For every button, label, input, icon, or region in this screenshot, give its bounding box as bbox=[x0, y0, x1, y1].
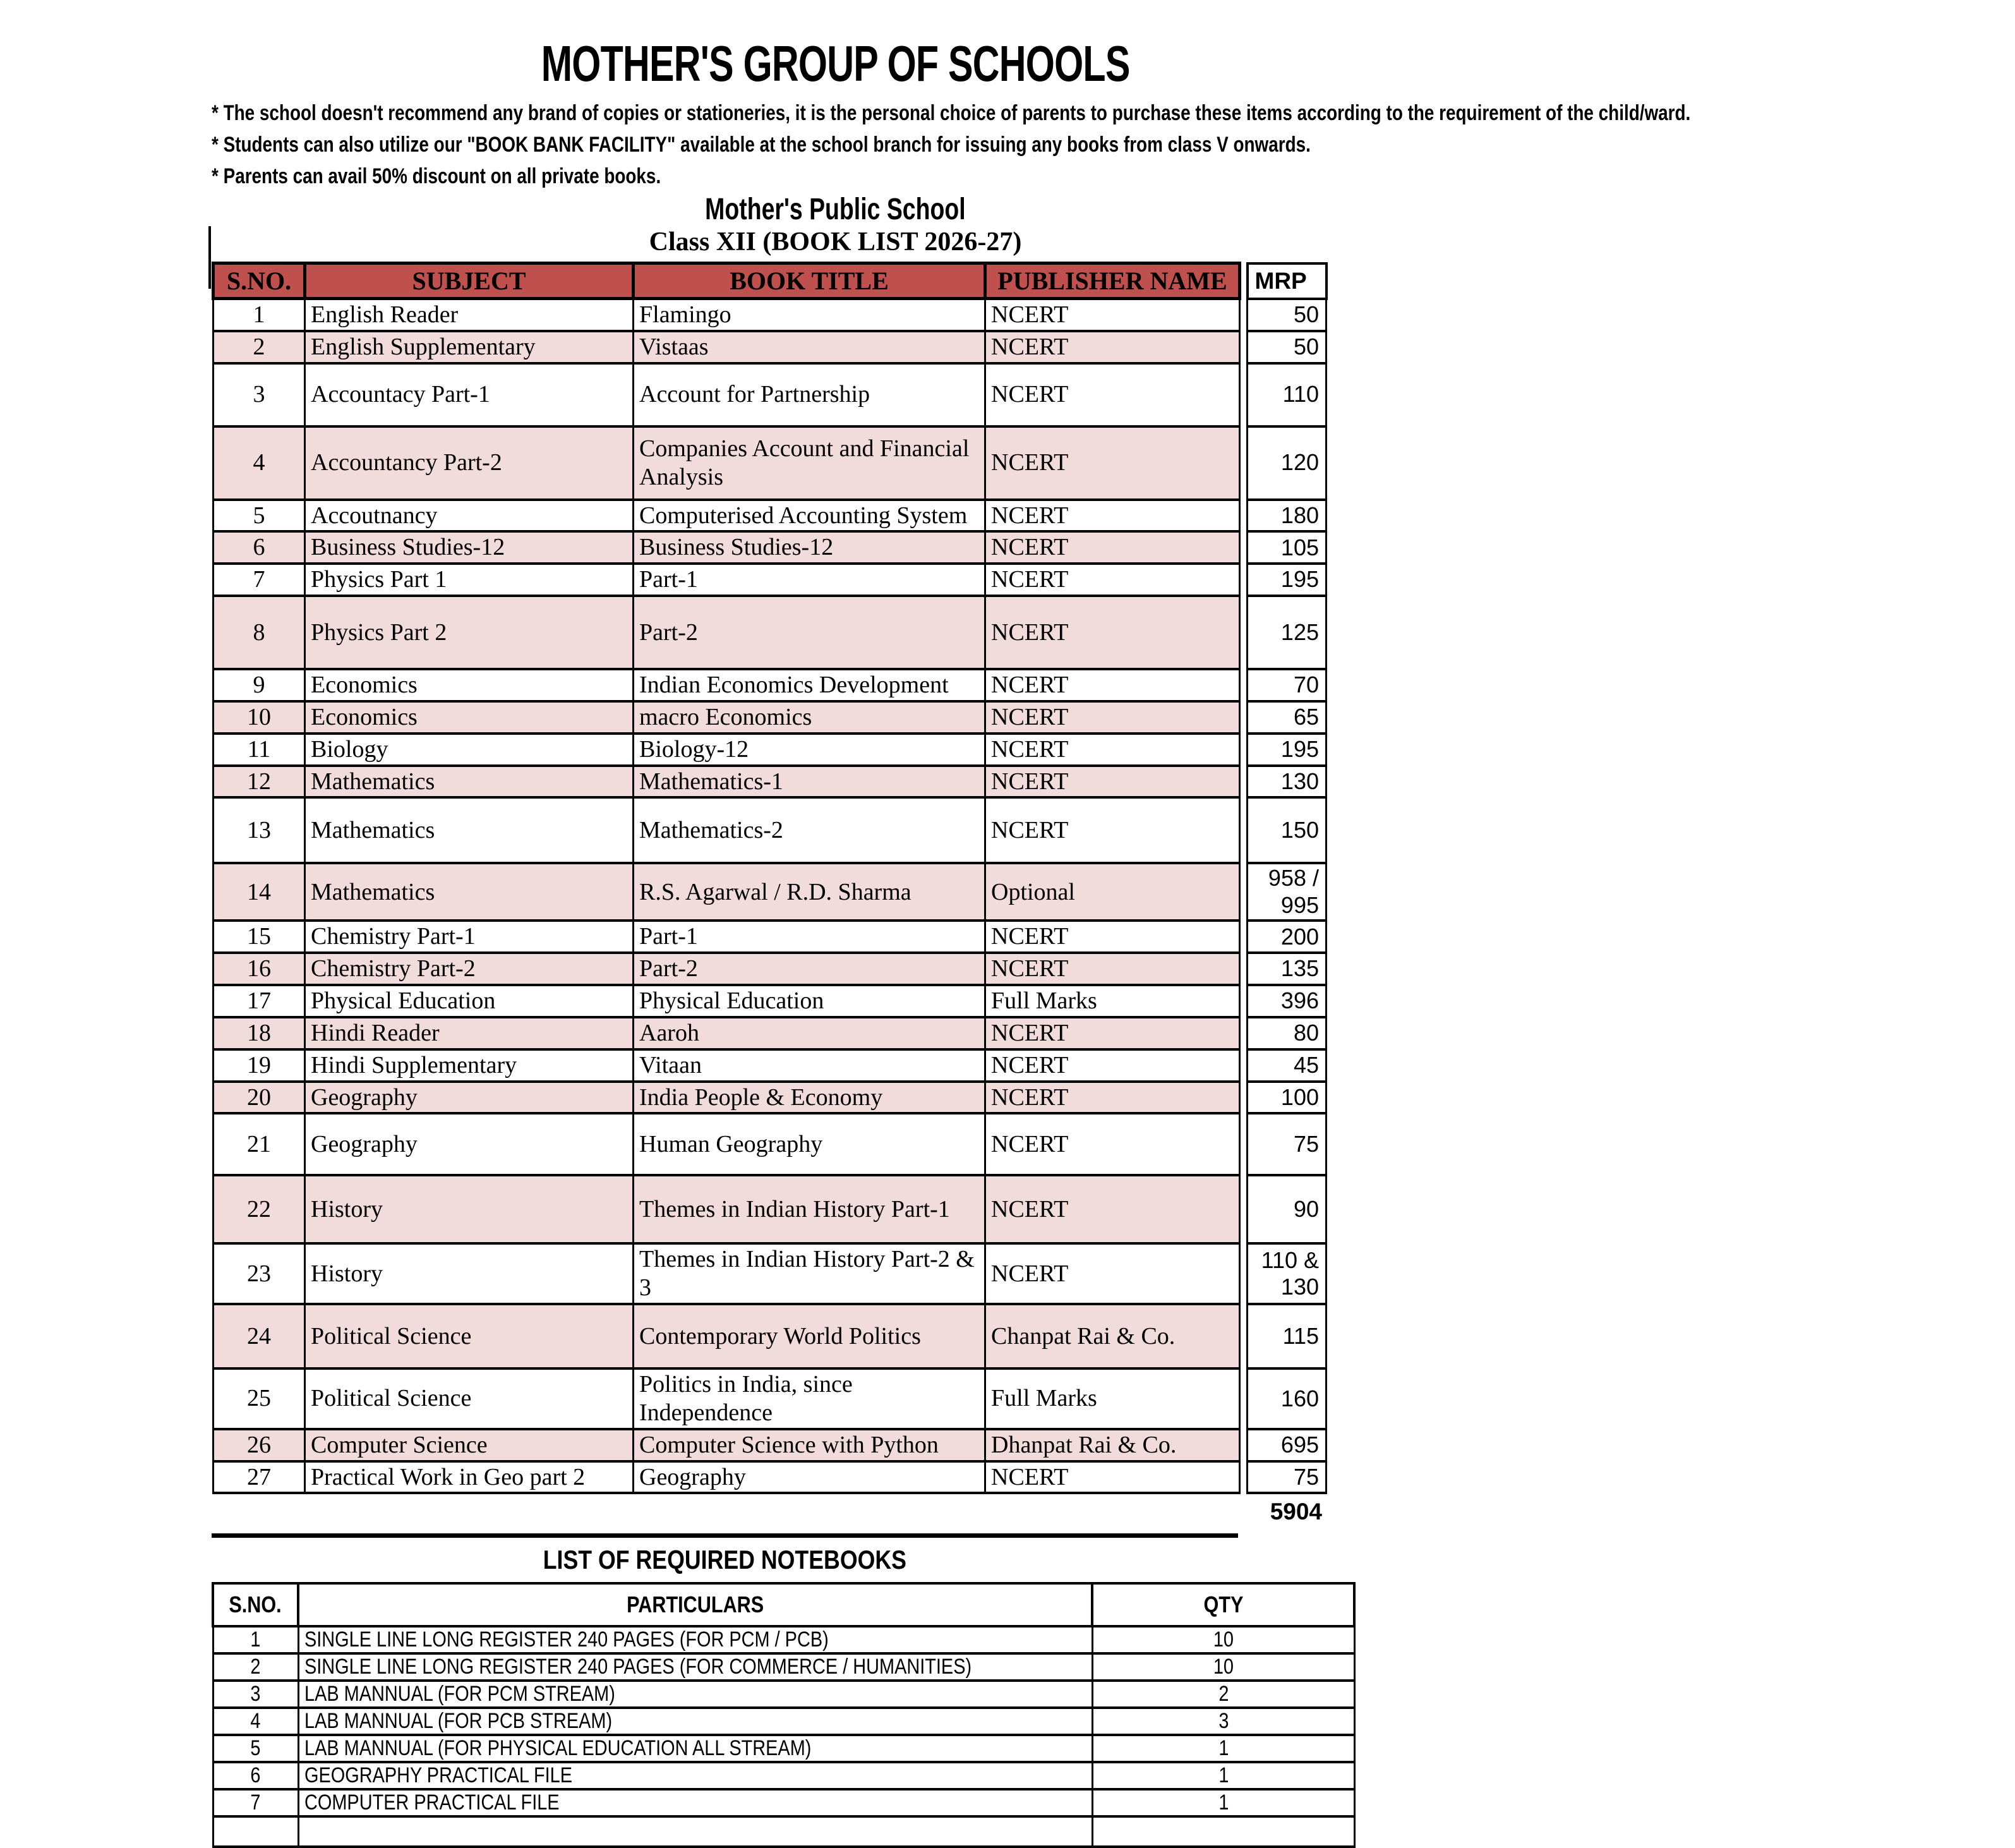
book-mrp: 160 bbox=[1248, 1368, 1326, 1429]
spacer-column bbox=[1240, 985, 1248, 1017]
book-title: Themes in Indian History Part-2 & 3 bbox=[634, 1243, 985, 1304]
book-title: Part-1 bbox=[634, 564, 985, 596]
table-row bbox=[214, 953, 1326, 985]
table-row bbox=[214, 331, 1326, 363]
spacer-column bbox=[1240, 921, 1248, 953]
book-mrp: 50 bbox=[1248, 299, 1326, 331]
book-publisher: NCERT bbox=[985, 531, 1240, 564]
book-mrp: 125 bbox=[1248, 596, 1326, 669]
book-subject: History bbox=[305, 1175, 634, 1243]
table-row bbox=[214, 669, 1326, 701]
table-row bbox=[214, 1243, 1326, 1304]
notebook-qty-text: 10 bbox=[1213, 1655, 1234, 1679]
book-mrp: 135 bbox=[1248, 953, 1326, 985]
book-title: Computer Science with Python bbox=[634, 1429, 985, 1461]
table-row bbox=[214, 1304, 1326, 1368]
book-publisher: NCERT bbox=[985, 500, 1240, 532]
notebook-sno bbox=[213, 1653, 298, 1681]
book-publisher: NCERT bbox=[985, 1461, 1240, 1494]
spacer-column bbox=[1240, 701, 1248, 734]
notebook-particulars bbox=[298, 1789, 1092, 1816]
book-sno: 6 bbox=[214, 531, 305, 564]
table-row bbox=[214, 426, 1326, 500]
spacer-column bbox=[1240, 331, 1248, 363]
book-table-header-row bbox=[214, 263, 1326, 299]
book-publisher: NCERT bbox=[985, 1175, 1240, 1243]
table-row bbox=[214, 1113, 1326, 1175]
notebook-qty-text: 1 bbox=[1218, 1736, 1229, 1761]
book-title: Part-1 bbox=[634, 921, 985, 953]
book-sno: 2 bbox=[214, 331, 305, 363]
book-subject: Political Science bbox=[305, 1368, 634, 1429]
notebook-particulars-text: LAB MANNUAL (FOR PCB STREAM) bbox=[304, 1709, 612, 1734]
note-text-3: * Parents can avail 50% discount on all private books. bbox=[212, 164, 661, 188]
book-sno: 23 bbox=[214, 1243, 305, 1304]
document-header bbox=[212, 37, 1459, 91]
notebook-sno-text: 6 bbox=[250, 1763, 261, 1788]
page-title-text: MOTHER'S GROUP OF SCHOOLS bbox=[541, 35, 1130, 92]
book-mrp: 120 bbox=[1248, 426, 1326, 500]
book-sno: 4 bbox=[214, 426, 305, 500]
table-row bbox=[214, 1175, 1326, 1243]
notebook-qty bbox=[1092, 1762, 1354, 1789]
book-mrp: 396 bbox=[1248, 985, 1326, 1017]
notebook-particulars bbox=[298, 1681, 1092, 1708]
book-publisher: NCERT bbox=[985, 1082, 1240, 1114]
notebook-qty-text: 3 bbox=[1218, 1709, 1229, 1734]
table-row bbox=[214, 1049, 1326, 1082]
notebook-particulars bbox=[298, 1816, 1092, 1847]
table-row bbox=[214, 1461, 1326, 1494]
book-sno: 17 bbox=[214, 985, 305, 1017]
left-border-tick bbox=[208, 226, 211, 289]
book-sno: 19 bbox=[214, 1049, 305, 1082]
book-mrp: 150 bbox=[1248, 797, 1326, 863]
book-sno: 20 bbox=[214, 1082, 305, 1114]
book-publisher: NCERT bbox=[985, 1113, 1240, 1175]
book-subject: English Reader bbox=[305, 299, 634, 331]
col-header-sno: S.NO. bbox=[214, 263, 305, 299]
book-mrp: 195 bbox=[1248, 564, 1326, 596]
spacer-column bbox=[1240, 669, 1248, 701]
nb-col-header-sno bbox=[213, 1583, 298, 1626]
book-title: Flamingo bbox=[634, 299, 985, 331]
book-sno: 21 bbox=[214, 1113, 305, 1175]
note-line bbox=[212, 160, 1611, 192]
book-mrp: 75 bbox=[1248, 1461, 1326, 1494]
table-row bbox=[214, 734, 1326, 766]
spacer-column bbox=[1240, 1368, 1248, 1429]
book-title: Account for Partnership bbox=[634, 363, 985, 426]
book-mrp: 105 bbox=[1248, 531, 1326, 564]
book-sno: 26 bbox=[214, 1429, 305, 1461]
spacer-column bbox=[1240, 363, 1248, 426]
school-name bbox=[212, 193, 1459, 226]
spacer-column bbox=[1240, 531, 1248, 564]
book-subject: Practical Work in Geo part 2 bbox=[305, 1461, 634, 1494]
book-publisher: Dhanpat Rai & Co. bbox=[985, 1429, 1240, 1461]
book-title: Computerised Accounting System bbox=[634, 500, 985, 532]
book-subject: Accoutnancy bbox=[305, 500, 634, 532]
notebook-qty-text: 1 bbox=[1218, 1763, 1229, 1788]
notebook-particulars-text: SINGLE LINE LONG REGISTER 240 PAGES (FOR COMMERCE / HUMANITIES) bbox=[304, 1655, 971, 1679]
book-publisher: NCERT bbox=[985, 669, 1240, 701]
school-header bbox=[212, 193, 1459, 258]
book-publisher: NCERT bbox=[985, 953, 1240, 985]
table-row bbox=[214, 564, 1326, 596]
book-mrp: 110 & 130 bbox=[1248, 1243, 1326, 1304]
book-subject: Mathematics bbox=[305, 766, 634, 798]
book-sno: 18 bbox=[214, 1017, 305, 1049]
col-header-subject: SUBJECT bbox=[305, 263, 634, 299]
book-title: Contemporary World Politics bbox=[634, 1304, 985, 1368]
page-title bbox=[212, 37, 1459, 91]
notebook-sno bbox=[213, 1789, 298, 1816]
section-divider bbox=[212, 1533, 1238, 1538]
table-row bbox=[214, 596, 1326, 669]
list-item bbox=[213, 1681, 1354, 1708]
book-title: Human Geography bbox=[634, 1113, 985, 1175]
book-title: Companies Account and Financial Analysis bbox=[634, 426, 985, 500]
book-mrp: 115 bbox=[1248, 1304, 1326, 1368]
col-header-title: BOOK TITLE bbox=[634, 263, 985, 299]
school-name-text: Mother's Public School bbox=[705, 193, 966, 226]
book-publisher: NCERT bbox=[985, 596, 1240, 669]
notebook-sno-text: 4 bbox=[250, 1709, 261, 1734]
notebook-particulars bbox=[298, 1762, 1092, 1789]
mrp-grand-total: 5904 bbox=[1270, 1499, 1322, 1525]
table-row bbox=[214, 1429, 1326, 1461]
book-sno: 25 bbox=[214, 1368, 305, 1429]
book-subject: Accountancy Part-2 bbox=[305, 426, 634, 500]
book-publisher: NCERT bbox=[985, 734, 1240, 766]
book-sno: 24 bbox=[214, 1304, 305, 1368]
spacer-column bbox=[1240, 734, 1248, 766]
notebook-sno bbox=[213, 1762, 298, 1789]
book-publisher: NCERT bbox=[985, 331, 1240, 363]
nb-col-header-particulars-text: PARTICULARS bbox=[627, 1591, 764, 1618]
notebook-particulars bbox=[298, 1626, 1092, 1653]
book-sno: 10 bbox=[214, 701, 305, 734]
notebook-sno-text: 7 bbox=[250, 1791, 261, 1815]
spacer-column bbox=[1240, 797, 1248, 863]
book-publisher: NCERT bbox=[985, 766, 1240, 798]
notebook-sno-text: 3 bbox=[250, 1682, 261, 1706]
book-sno: 3 bbox=[214, 363, 305, 426]
spacer-column bbox=[1240, 953, 1248, 985]
table-row bbox=[214, 985, 1326, 1017]
book-subject: Political Science bbox=[305, 1304, 634, 1368]
list-item bbox=[213, 1789, 1354, 1816]
notebook-sno bbox=[213, 1626, 298, 1653]
book-title: Vistaas bbox=[634, 331, 985, 363]
book-sno: 7 bbox=[214, 564, 305, 596]
note-text-2: * Students can also utilize our "BOOK BANK FACILITY" available at the school branch for issuing any books from class V onwards. bbox=[212, 133, 1311, 157]
notebook-qty bbox=[1092, 1735, 1354, 1762]
book-title: Part-2 bbox=[634, 596, 985, 669]
col-header-publisher: PUBLISHER NAME bbox=[985, 263, 1240, 299]
book-subject: Physics Part 1 bbox=[305, 564, 634, 596]
notebook-particulars bbox=[298, 1735, 1092, 1762]
table-row bbox=[214, 1082, 1326, 1114]
table-row bbox=[214, 921, 1326, 953]
book-subject: English Supplementary bbox=[305, 331, 634, 363]
book-subject: Chemistry Part-2 bbox=[305, 953, 634, 985]
list-item bbox=[213, 1708, 1354, 1735]
book-title: Politics in India, since Independence bbox=[634, 1368, 985, 1429]
notebook-sno-text: 2 bbox=[250, 1655, 261, 1679]
book-sno: 13 bbox=[214, 797, 305, 863]
book-mrp: 70 bbox=[1248, 669, 1326, 701]
notebook-qty-text: 1 bbox=[1218, 1791, 1229, 1815]
note-line bbox=[212, 97, 1691, 129]
table-row bbox=[214, 797, 1326, 863]
book-subject: Accountacy Part-1 bbox=[305, 363, 634, 426]
book-publisher: NCERT bbox=[985, 1243, 1240, 1304]
book-sno: 14 bbox=[214, 863, 305, 921]
spacer-column bbox=[1240, 1082, 1248, 1114]
book-publisher: NCERT bbox=[985, 1017, 1240, 1049]
spacer-column bbox=[1240, 500, 1248, 532]
book-mrp: 110 bbox=[1248, 363, 1326, 426]
book-publisher: Full Marks bbox=[985, 1368, 1240, 1429]
notebook-sno bbox=[213, 1708, 298, 1735]
book-mrp: 90 bbox=[1248, 1175, 1326, 1243]
book-subject: Computer Science bbox=[305, 1429, 634, 1461]
notebook-qty bbox=[1092, 1681, 1354, 1708]
book-title: Vitaan bbox=[634, 1049, 985, 1082]
book-publisher: NCERT bbox=[985, 1049, 1240, 1082]
table-row bbox=[214, 1017, 1326, 1049]
spacer-column bbox=[1240, 426, 1248, 500]
spacer-column bbox=[1240, 263, 1248, 299]
notebook-sno-text: 1 bbox=[250, 1628, 261, 1652]
book-title: Part-2 bbox=[634, 953, 985, 985]
book-sno: 12 bbox=[214, 766, 305, 798]
list-item bbox=[213, 1626, 1354, 1653]
book-subject: Biology bbox=[305, 734, 634, 766]
note-text-1: * The school doesn't recommend any brand of copies or stationeries, it is the personal choice of parents to purchase these items according to the requirement of the child/ward. bbox=[212, 101, 1691, 125]
book-mrp: 100 bbox=[1248, 1082, 1326, 1114]
book-subject: Physical Education bbox=[305, 985, 634, 1017]
book-subject: Mathematics bbox=[305, 863, 634, 921]
table-row bbox=[214, 701, 1326, 734]
book-sno: 22 bbox=[214, 1175, 305, 1243]
notebook-qty bbox=[1092, 1626, 1354, 1653]
table-row bbox=[214, 500, 1326, 532]
book-publisher: NCERT bbox=[985, 299, 1240, 331]
book-mrp: 65 bbox=[1248, 701, 1326, 734]
book-title: Themes in Indian History Part-1 bbox=[634, 1175, 985, 1243]
table-row bbox=[214, 299, 1326, 331]
notebook-sno bbox=[213, 1681, 298, 1708]
spacer-column bbox=[1240, 1113, 1248, 1175]
notebook-particulars bbox=[298, 1708, 1092, 1735]
book-title: macro Economics bbox=[634, 701, 985, 734]
notebook-qty bbox=[1092, 1708, 1354, 1735]
table-row bbox=[214, 863, 1326, 921]
table-row bbox=[214, 1368, 1326, 1429]
nb-col-header-qty-text: QTY bbox=[1203, 1591, 1244, 1618]
book-sno: 11 bbox=[214, 734, 305, 766]
spacer-column bbox=[1240, 1175, 1248, 1243]
book-mrp: 195 bbox=[1248, 734, 1326, 766]
book-subject: Economics bbox=[305, 669, 634, 701]
book-publisher: NCERT bbox=[985, 363, 1240, 426]
notebook-qty bbox=[1092, 1816, 1354, 1847]
spacer-column bbox=[1240, 299, 1248, 331]
spacer-column bbox=[1240, 1304, 1248, 1368]
book-publisher: NCERT bbox=[985, 921, 1240, 953]
note-line bbox=[212, 129, 1611, 160]
book-subject: Geography bbox=[305, 1082, 634, 1114]
book-title: Business Studies-12 bbox=[634, 531, 985, 564]
book-sno: 8 bbox=[214, 596, 305, 669]
book-sno: 1 bbox=[214, 299, 305, 331]
notebook-qty-text: 2 bbox=[1218, 1682, 1229, 1706]
table-row bbox=[214, 766, 1326, 798]
book-mrp: 75 bbox=[1248, 1113, 1326, 1175]
notebooks-heading bbox=[212, 1543, 1238, 1577]
spacer-column bbox=[1240, 1017, 1248, 1049]
book-publisher: NCERT bbox=[985, 564, 1240, 596]
nb-col-header-sno-text: S.NO. bbox=[229, 1591, 282, 1618]
notebooks-header-row bbox=[213, 1583, 1354, 1626]
nb-col-header-qty bbox=[1092, 1583, 1354, 1626]
book-title: Aaroh bbox=[634, 1017, 985, 1049]
notebooks-section bbox=[212, 1582, 1611, 1848]
notebook-particulars-text: LAB MANNUAL (FOR PCM STREAM) bbox=[304, 1682, 615, 1706]
book-list-document bbox=[0, 35, 1691, 1815]
spacer-column bbox=[1240, 596, 1248, 669]
book-title: Mathematics-2 bbox=[634, 797, 985, 863]
book-mrp: 695 bbox=[1248, 1429, 1326, 1461]
book-publisher: Chanpat Rai & Co. bbox=[985, 1304, 1240, 1368]
book-sno: 27 bbox=[214, 1461, 305, 1494]
list-item bbox=[213, 1816, 1354, 1847]
book-list-table bbox=[212, 262, 1328, 1494]
list-item bbox=[213, 1762, 1354, 1789]
notebooks-table bbox=[212, 1582, 1356, 1848]
notebook-particulars-text: LAB MANNUAL (FOR PHYSICAL EDUCATION ALL STREAM) bbox=[304, 1736, 811, 1761]
book-title: Geography bbox=[634, 1461, 985, 1494]
book-subject: Geography bbox=[305, 1113, 634, 1175]
list-item bbox=[213, 1653, 1354, 1681]
spacer-column bbox=[1240, 766, 1248, 798]
book-title: Biology-12 bbox=[634, 734, 985, 766]
spacer-column bbox=[1240, 863, 1248, 921]
notebook-sno bbox=[213, 1735, 298, 1762]
book-subject: Hindi Reader bbox=[305, 1017, 634, 1049]
notebook-sno bbox=[213, 1816, 298, 1847]
nb-col-header-particulars bbox=[298, 1583, 1092, 1626]
class-line: Class XII (BOOK LIST 2026-27) bbox=[649, 227, 1022, 257]
book-publisher: NCERT bbox=[985, 701, 1240, 734]
book-subject: Physics Part 2 bbox=[305, 596, 634, 669]
book-mrp: 80 bbox=[1248, 1017, 1326, 1049]
book-publisher: NCERT bbox=[985, 797, 1240, 863]
spacer-column bbox=[1240, 1429, 1248, 1461]
spacer-column bbox=[1240, 564, 1248, 596]
book-publisher: Full Marks bbox=[985, 985, 1240, 1017]
book-title: Physical Education bbox=[634, 985, 985, 1017]
book-title: Mathematics-1 bbox=[634, 766, 985, 798]
book-subject: Hindi Supplementary bbox=[305, 1049, 634, 1082]
book-sno: 9 bbox=[214, 669, 305, 701]
col-header-mrp: MRP bbox=[1248, 263, 1326, 299]
book-subject: Economics bbox=[305, 701, 634, 734]
notebook-particulars-text: SINGLE LINE LONG REGISTER 240 PAGES (FOR PCM / PCB) bbox=[304, 1628, 829, 1652]
book-list-section bbox=[212, 262, 1611, 1494]
book-sno: 16 bbox=[214, 953, 305, 985]
table-row bbox=[214, 531, 1326, 564]
list-item bbox=[213, 1735, 1354, 1762]
book-subject: Business Studies-12 bbox=[305, 531, 634, 564]
book-publisher: NCERT bbox=[985, 426, 1240, 500]
table-row bbox=[214, 363, 1326, 426]
book-subject: History bbox=[305, 1243, 634, 1304]
book-mrp: 50 bbox=[1248, 331, 1326, 363]
book-mrp: 958 / 995 bbox=[1248, 863, 1326, 921]
notebook-particulars bbox=[298, 1653, 1092, 1681]
notebook-qty bbox=[1092, 1789, 1354, 1816]
book-mrp: 200 bbox=[1248, 921, 1326, 953]
spacer-column bbox=[1240, 1243, 1248, 1304]
book-title: R.S. Agarwal / R.D. Sharma bbox=[634, 863, 985, 921]
book-subject: Mathematics bbox=[305, 797, 634, 863]
spacer-column bbox=[1240, 1461, 1248, 1494]
book-publisher: Optional bbox=[985, 863, 1240, 921]
book-title: Indian Economics Development bbox=[634, 669, 985, 701]
notebook-sno-text: 5 bbox=[250, 1736, 261, 1761]
notes-section bbox=[212, 97, 1691, 192]
notebook-particulars-text: COMPUTER PRACTICAL FILE bbox=[304, 1791, 560, 1815]
notebook-qty bbox=[1092, 1653, 1354, 1681]
notebook-qty-text: 10 bbox=[1213, 1628, 1234, 1652]
book-mrp: 130 bbox=[1248, 766, 1326, 798]
book-title: India People & Economy bbox=[634, 1082, 985, 1114]
notebook-particulars-text: GEOGRAPHY PRACTICAL FILE bbox=[304, 1763, 572, 1788]
spacer-column bbox=[1240, 1049, 1248, 1082]
book-sno: 15 bbox=[214, 921, 305, 953]
book-sno: 5 bbox=[214, 500, 305, 532]
notebooks-heading-text: LIST OF REQUIRED NOTEBOOKS bbox=[543, 1545, 907, 1575]
book-subject: Chemistry Part-1 bbox=[305, 921, 634, 953]
book-mrp: 45 bbox=[1248, 1049, 1326, 1082]
book-mrp: 180 bbox=[1248, 500, 1326, 532]
